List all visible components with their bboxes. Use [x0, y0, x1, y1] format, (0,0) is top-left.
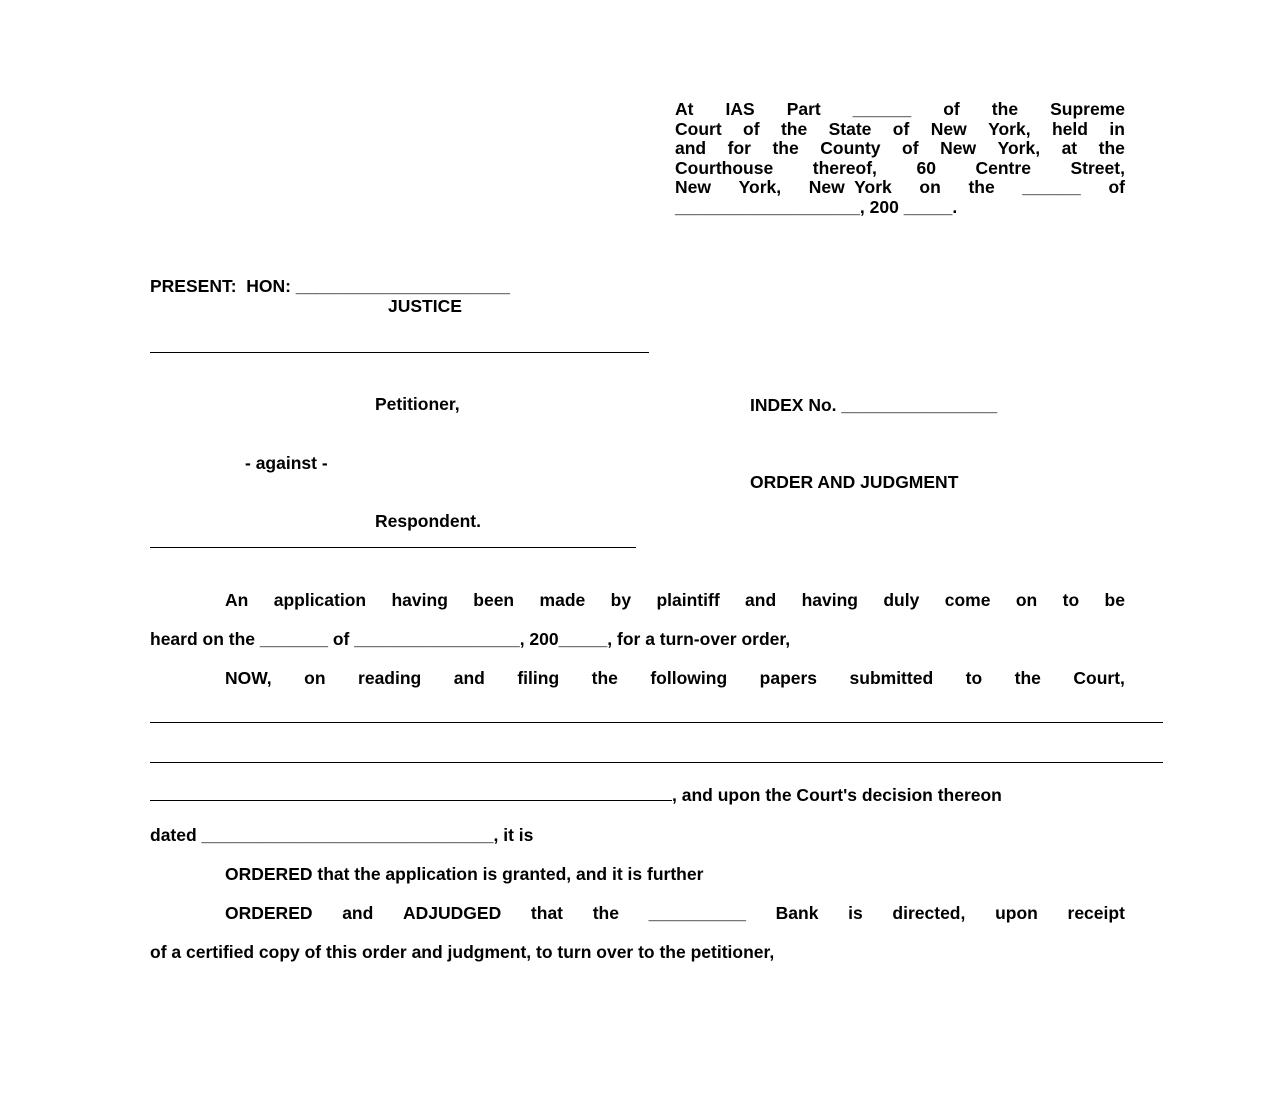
word: of [892, 118, 910, 139]
word: of [1108, 177, 1125, 198]
word: in [1109, 118, 1125, 139]
word: by [610, 590, 632, 610]
word: York, [738, 177, 782, 198]
word: of [943, 99, 960, 119]
caption-line-5 [675, 178, 1125, 198]
word: State [828, 118, 872, 139]
word: New York [808, 177, 892, 198]
word: at [1061, 138, 1078, 159]
word: Street, [1070, 157, 1125, 178]
word: NOW, [225, 668, 272, 688]
word: the [968, 177, 995, 198]
word: following [650, 668, 728, 688]
word: come [944, 590, 991, 610]
word: and [745, 590, 777, 610]
word: Centre [975, 157, 1031, 178]
caption-line-1 [675, 100, 1125, 120]
papers-line-3 [150, 785, 1125, 805]
word: New [930, 118, 967, 139]
word: County [820, 138, 881, 159]
word: receipt [1067, 903, 1125, 923]
word: on [1015, 590, 1038, 610]
word: ADJUDGED [403, 903, 502, 923]
word: and [675, 138, 707, 159]
respondent-label: Respondent. [375, 511, 481, 531]
party-bottom-rule [150, 547, 636, 548]
word: Court, [1073, 668, 1125, 688]
word: to [1062, 590, 1080, 610]
word: ______ [852, 99, 912, 119]
word: for [727, 138, 751, 159]
word: papers [759, 668, 818, 688]
word: ORDERED [225, 903, 313, 923]
word: IAS [725, 99, 755, 119]
word: the [592, 903, 619, 923]
word: plaintiff [656, 590, 720, 610]
dated-line: dated ______________________________, it is [150, 825, 534, 845]
word: Court [675, 118, 722, 139]
word: duly [883, 590, 920, 610]
ordered-adjudged-line2: of a certified copy of this order and judgment, to turn over to the petitioner, [150, 942, 775, 962]
word: ______ [1022, 177, 1081, 198]
word: of [743, 118, 760, 139]
word: and [342, 903, 374, 923]
word: the [591, 668, 618, 688]
word: the [780, 118, 808, 139]
word: on [919, 177, 941, 198]
papers-blank-line-1 [150, 722, 1163, 723]
word: An [225, 590, 249, 610]
word: the [1098, 138, 1125, 159]
index-number: INDEX No. ________________ [750, 395, 998, 415]
word: New [675, 177, 711, 198]
para1-line2: heard on the _______ of _________________, 200_____, for a turn-over order, [150, 629, 791, 649]
word: upon [995, 903, 1038, 923]
word: York, [997, 138, 1041, 159]
word: filing [517, 668, 560, 688]
word: and [453, 668, 485, 688]
word: application [273, 590, 367, 610]
caption-line-2 [675, 120, 1125, 140]
caption-line-4 [675, 159, 1125, 179]
word: is [848, 903, 863, 923]
word: submitted [849, 668, 934, 688]
word: At [675, 99, 694, 119]
word: be [1104, 590, 1125, 610]
word: to [965, 668, 983, 688]
word: __________ [648, 903, 746, 923]
word: been [473, 590, 515, 610]
word: on [304, 668, 326, 688]
decision-text: , and upon the Court's decision thereon [672, 785, 1002, 805]
word: New [940, 138, 977, 159]
word: 60 [916, 157, 936, 178]
present-hon-line: PRESENT: HON: ______________________ [150, 276, 510, 296]
word: held [1051, 118, 1088, 139]
word: thereof, [812, 157, 877, 178]
caption-line-6: ___________________, 200 _____. [675, 197, 958, 217]
petitioner-label: Petitioner, [375, 394, 460, 414]
word: directed, [892, 903, 966, 923]
document-title: ORDER AND JUDGMENT [750, 472, 959, 492]
word: York, [988, 118, 1031, 139]
papers-blank-line-3 [150, 785, 672, 801]
papers-blank-line-2 [150, 762, 1163, 763]
word: the [772, 138, 799, 159]
word: Bank [775, 903, 819, 923]
para2-line1 [225, 668, 1125, 688]
justice-label: JUSTICE [388, 296, 462, 316]
word: Part [786, 99, 821, 119]
word: the [991, 99, 1019, 119]
word: having [801, 590, 858, 610]
word: that [530, 903, 563, 923]
party-top-rule [150, 352, 649, 353]
word: Supreme [1050, 99, 1125, 119]
word: having [391, 590, 448, 610]
word: Courthouse [675, 157, 774, 178]
against-label: - against - [245, 453, 328, 473]
word: reading [358, 668, 422, 688]
word: made [539, 590, 586, 610]
word: the [1014, 668, 1041, 688]
caption-line-3 [675, 139, 1125, 159]
word: of [902, 138, 919, 159]
para1-line1 [225, 590, 1125, 610]
ordered-adjudged-line1 [225, 903, 1125, 923]
ordered-granted: ORDERED that the application is granted, and it is further [225, 864, 704, 884]
